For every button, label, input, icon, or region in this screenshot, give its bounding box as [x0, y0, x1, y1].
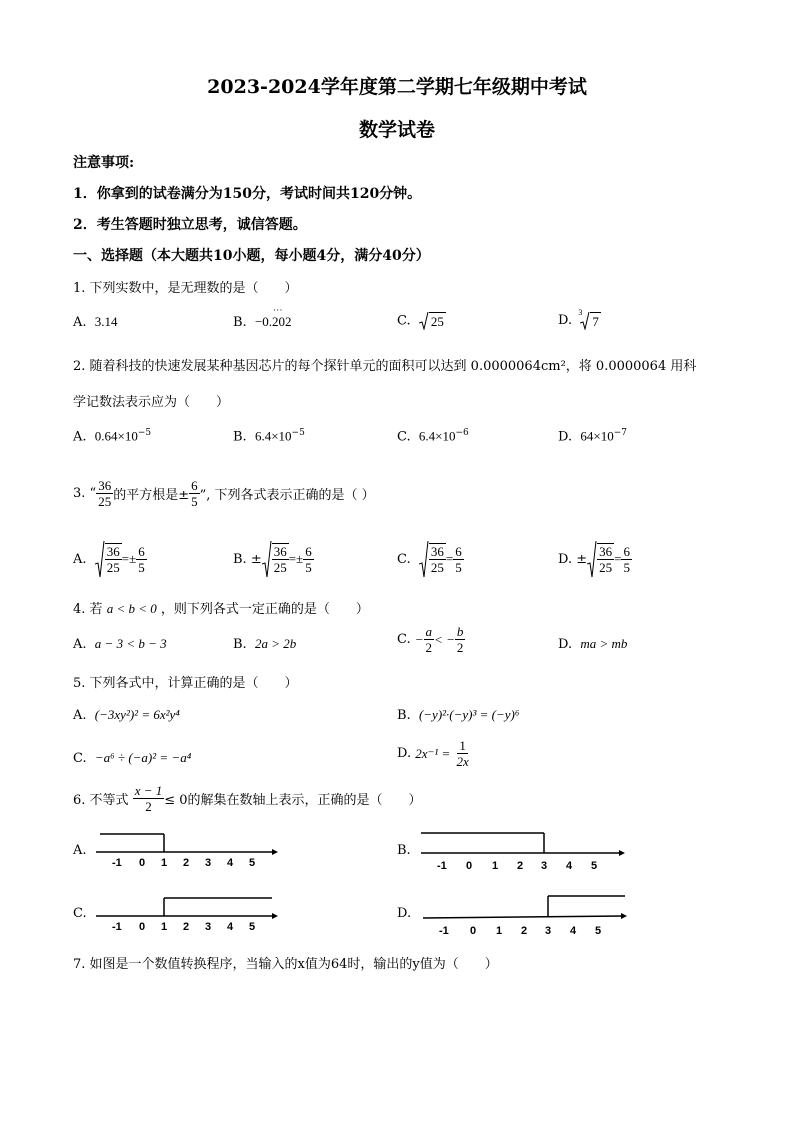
option-value: 2x⁻¹ = — [415, 745, 451, 761]
q5-stem: 5. 下列各式中，计算正确的是（ ） — [73, 676, 298, 691]
tick-label: 4 — [566, 860, 573, 872]
tick-label: -1 — [112, 921, 122, 933]
option-label: B. — [233, 315, 247, 330]
note-item-1: 1．你拿到的试卷满分为150分，考试时间共120分钟。 — [73, 186, 422, 202]
less-than-minus: < − — [434, 631, 455, 647]
tick-label: -1 — [439, 925, 449, 937]
option-value: 6.4×10 — [254, 428, 292, 444]
fraction-36-25: $\frac{36}{25}$ — [599, 544, 613, 575]
note-item-2: 2．考生答题时独立思考，诚信答题。 — [73, 217, 307, 233]
tick-label: 4 — [227, 921, 234, 933]
equals: = — [614, 551, 622, 566]
axis-arrow — [272, 913, 278, 919]
q6-stem-post: ≤ 0的解集在数轴上表示，正确的是（ ） — [164, 793, 422, 808]
option-label: B. — [233, 429, 247, 445]
fraction-36-25: $\frac{36}{25}$ — [430, 544, 444, 575]
equals: = — [445, 551, 454, 566]
q5-option-d — [397, 738, 471, 769]
fraction-36-25: $\frac{36}{25}$ — [106, 544, 120, 575]
q3-suffix: ”, 下列各式表示正确的是（ ） — [199, 488, 375, 503]
q6-stem — [73, 783, 422, 814]
q4-stem-pre: 4. 若 — [73, 602, 103, 617]
q4-stem-post: ，则下列各式一定正确的是（ ） — [160, 602, 369, 617]
fraction-b-2: $\frac{b}{2}$ — [456, 624, 464, 655]
option-label: C. — [397, 551, 411, 567]
minus-sign: − — [414, 631, 424, 647]
fraction-x-minus-1-over-2: $\frac{x - 1}{2}$ — [134, 783, 163, 814]
q5-option-b — [397, 707, 519, 723]
repeating-dots: · · · — [272, 305, 282, 315]
tick-label: 0 — [139, 921, 146, 933]
radicand: 25 — [430, 314, 444, 329]
tick-label: 3 — [205, 857, 212, 869]
option-label: B. — [233, 637, 247, 652]
q3-option-b — [233, 540, 314, 578]
q6-option-b-label: B. — [397, 843, 411, 858]
q2-stem-line1: 2. 随着科技的快速发展某种基因芯片的每个探针单元的面积可以达到 0.0000064cm²，将 0.0000064 用科 — [73, 359, 697, 374]
q6-stem-pre: 6. 不等式 — [73, 793, 129, 808]
q1-option-d — [558, 308, 601, 330]
tick-label: 3 — [205, 921, 212, 933]
fraction-36-25: $\frac{36}{25}$ — [98, 478, 112, 509]
option-label: B. — [397, 708, 411, 723]
fraction-1-2x: $\frac{1}{2x}$ — [456, 738, 469, 769]
fraction-6-5: $\frac{6}{5}$ — [305, 543, 312, 575]
option-label: A. — [73, 551, 87, 567]
page-subtitle: 数学试卷 — [358, 119, 435, 141]
fraction-36-25: $\frac{36}{25}$ — [273, 544, 287, 575]
option-label: D. — [558, 313, 573, 328]
tick-label: 2 — [521, 925, 528, 937]
option-value: ma > mb — [580, 636, 628, 651]
page-title: 2023-2024学年度第二学期七年级期中考试 — [207, 76, 587, 98]
exponent: −5 — [291, 428, 305, 438]
q3-prefix: 3. “ — [73, 486, 97, 501]
notes-heading: 注意事项: — [73, 155, 135, 171]
equals-pm: =± — [121, 551, 137, 566]
tick-label: 2 — [183, 857, 190, 869]
sqrt-symbol — [419, 312, 446, 330]
q3-stem — [73, 478, 375, 509]
section-heading: 一、选择题（本大题共10小题，每小题4分，满分40分） — [73, 248, 430, 264]
tick-label: 0 — [466, 860, 473, 872]
option-label: A. — [73, 637, 87, 652]
tick-label: 5 — [249, 857, 256, 869]
q4-condition: a < b < 0 — [106, 601, 157, 616]
q7-stem: 7. 如图是一个数值转换程序，当输入的x值为64时，输出的y值为（ ） — [73, 957, 498, 972]
option-label: D. — [397, 746, 412, 761]
q6-option-a-label: A. — [73, 843, 87, 858]
cube-root-symbol — [580, 312, 601, 330]
option-label: A. — [73, 708, 87, 723]
option-label: D. — [558, 637, 573, 652]
q6-option-c-label: C. — [73, 906, 87, 921]
fraction-6-5: $\frac{6}{5}$ — [623, 543, 630, 575]
q1-stem: 1. 下列实数中，是无理数的是（ ） — [73, 281, 298, 296]
tick-label: 0 — [470, 925, 477, 937]
equals-pm: =± — [288, 551, 304, 566]
exponent: −5 — [137, 428, 152, 438]
q3-option-c — [397, 540, 464, 578]
radicand: 7 — [592, 314, 599, 330]
tick-label: 0 — [139, 857, 146, 869]
tick-label: 2 — [517, 860, 524, 872]
q6-option-d-number-line — [413, 890, 629, 940]
q6-option-b-number-line — [413, 826, 625, 874]
option-value: 6.4×10 — [418, 428, 456, 444]
q6-option-d-label: D. — [397, 906, 412, 921]
tick-label: 1 — [496, 925, 503, 937]
option-value: 2a > 2b — [254, 636, 297, 651]
axis-line — [423, 916, 623, 918]
q4-option-a — [73, 636, 167, 652]
sqrt-symbol — [587, 540, 597, 578]
q6-option-a-number-line — [88, 826, 278, 872]
q1-option-a — [73, 314, 118, 330]
option-label: D. — [558, 429, 573, 445]
option-label: C. — [397, 313, 411, 329]
option-value: (−3xy²)² = 6x²y⁴ — [94, 707, 180, 722]
option-value: (−y)²·(−y)³ = (−y)⁶ — [418, 707, 520, 722]
exponent: −7 — [613, 428, 627, 438]
q2-stem-line2: 学记数法表示应为（ ） — [73, 395, 230, 410]
q4-stem — [73, 598, 369, 617]
tick-label: 5 — [249, 921, 256, 933]
q2-option-a — [73, 428, 151, 444]
axis-arrow — [621, 913, 627, 919]
fraction-6-5: $\frac{6}{5}$ — [455, 543, 462, 575]
tick-label: 2 — [183, 921, 190, 933]
q1-option-b — [233, 305, 292, 330]
q4-option-b — [233, 636, 296, 652]
tick-label: 1 — [492, 860, 499, 872]
option-value: a − 3 < b − 3 — [94, 636, 167, 651]
tick-label: -1 — [112, 857, 122, 869]
option-value: 64×10 — [580, 428, 614, 444]
q5-option-c — [73, 750, 191, 766]
q4-option-c — [397, 624, 465, 655]
option-label: C. — [397, 632, 411, 647]
option-value: −a⁶ ÷ (−a)² = −a⁴ — [94, 750, 192, 765]
sqrt-symbol — [419, 540, 429, 578]
axis-arrow — [272, 849, 278, 855]
fraction-a-2: $\frac{a}{2}$ — [425, 624, 433, 655]
tick-label: 4 — [570, 925, 577, 937]
fraction-6-5: $\frac{6}{5}$ — [191, 478, 198, 509]
sqrt-symbol — [95, 540, 105, 578]
option-label: C. — [73, 751, 87, 766]
tick-label: 5 — [591, 860, 598, 872]
tick-label: 4 — [227, 857, 234, 869]
q1-option-c — [397, 312, 446, 330]
tick-label: 3 — [545, 925, 552, 937]
q2-option-b — [233, 428, 305, 444]
option-label: B. ± — [233, 551, 262, 567]
q6-option-c-number-line — [88, 890, 278, 936]
root-index: 3 — [578, 308, 583, 317]
exponent: −6 — [455, 428, 469, 438]
q3-option-a — [73, 540, 147, 578]
option-label: C. — [397, 429, 411, 445]
sqrt-symbol — [262, 540, 272, 578]
q4-option-d — [558, 636, 627, 652]
option-value: −0.202 — [254, 314, 292, 329]
q5-option-a — [73, 707, 180, 723]
q2-option-d — [558, 428, 627, 444]
option-value: 3.14 — [94, 314, 118, 329]
tick-label: -1 — [437, 860, 447, 872]
fraction-6-5: $\frac{6}{5}$ — [138, 543, 145, 575]
q3-option-d — [558, 540, 632, 578]
option-label: A. — [73, 315, 87, 330]
tick-label: 1 — [161, 921, 168, 933]
tick-label: 3 — [541, 860, 548, 872]
option-value: 0.64×10 — [94, 428, 138, 444]
q3-mid: 的平方根是± — [113, 488, 190, 503]
tick-label: 1 — [161, 857, 168, 869]
option-label: A. — [73, 429, 87, 445]
tick-label: 5 — [595, 925, 602, 937]
axis-arrow — [619, 850, 625, 856]
option-label: D. ± — [558, 551, 588, 567]
q2-option-c — [397, 428, 469, 444]
